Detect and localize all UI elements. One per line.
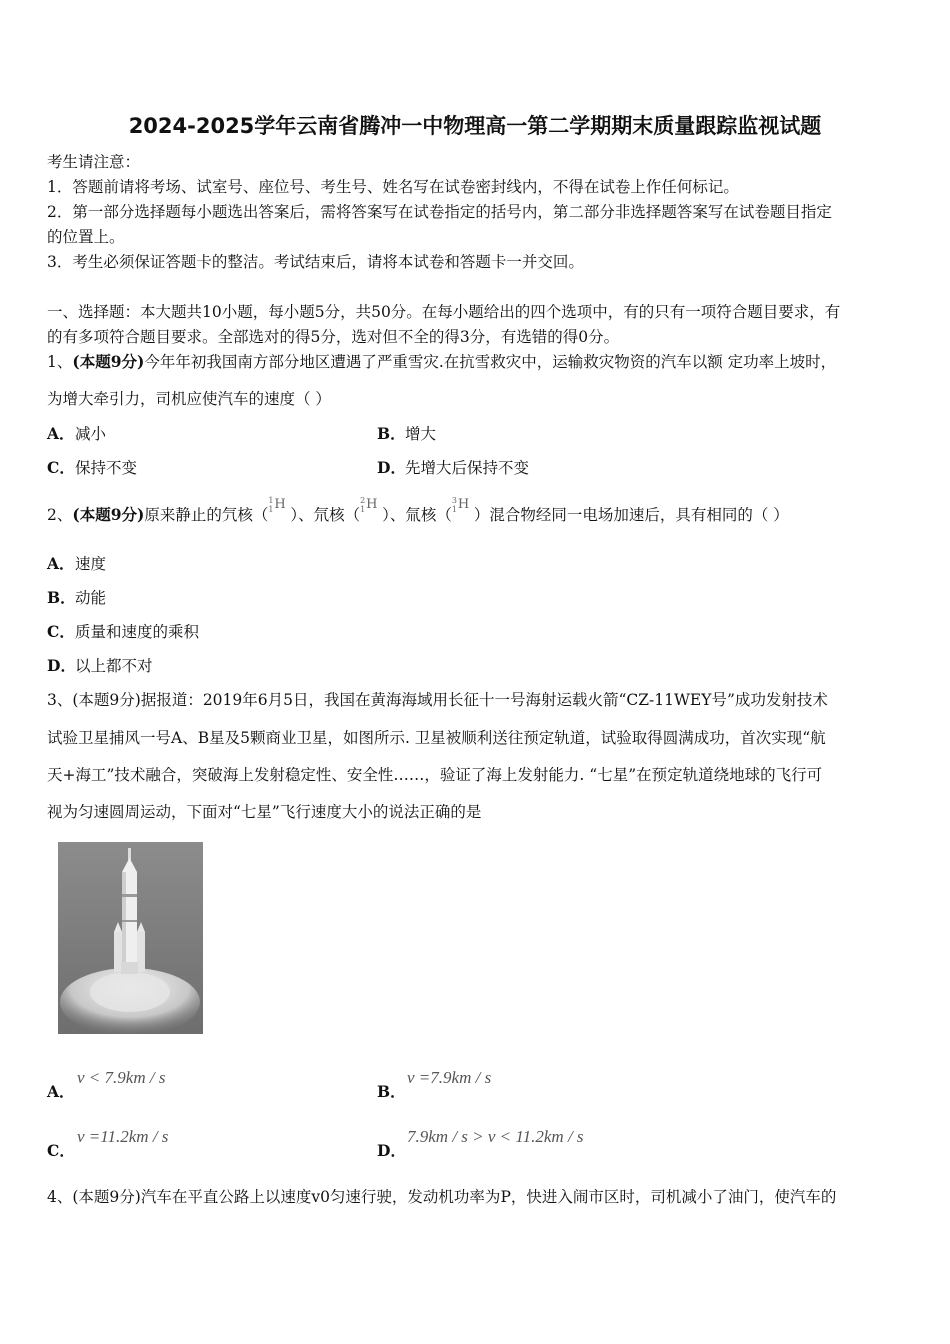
question-3-stem: 视为匀速圆周运动，下面对“七星”飞行速度大小的说法正确的是 [47, 803, 482, 821]
option-a: A．减小 [47, 424, 107, 443]
question-1-stem: 为增大牵引力，司机应使汽车的速度（ ） [47, 390, 331, 408]
page-title: 2024-2025学年云南省腾冲一中物理高一第二学期期末质量跟踪监视试题 [128, 114, 822, 138]
protium-nuclide: 1 1 H [268, 496, 286, 514]
option-a: A． [47, 1082, 75, 1101]
option-b: B．动能 [47, 588, 107, 607]
option-d: D．以上都不对 [47, 656, 153, 675]
section-instructions: 一、选择题：本大题共10小题，每小题5分，共50分。在每小题给出的四个选项中，有的只有一项符合题目要求，有 [47, 303, 841, 321]
option-a-formula: v < 7.9km / s [77, 1068, 166, 1087]
question-1-stem [47, 352, 836, 372]
notice-item: 2．第一部分选择题每小题选出答案后，需将答案写在试卷指定的括号内，第二部分非选择题答案写在试卷题目指定 [47, 203, 832, 221]
option-b: B． [377, 1082, 406, 1101]
notice-item: 的位置上。 [47, 228, 125, 246]
option-c: C． [47, 1141, 75, 1160]
option-c: C．保持不变 [47, 458, 138, 477]
question-text: 今年年初我国南方部分地区遭遇了严重雪灾.在抗雪救灾中，运输救灾物资的汽车以额 定功率上坡时， [144, 353, 837, 371]
option-c-formula: v =11.2km / s [77, 1127, 169, 1146]
rocket-launch-photo [58, 842, 203, 1034]
option-d: D． [377, 1141, 406, 1160]
notice-item: 3．考生必须保证答题卡的整洁。考试结束后，请将本试卷和答题卡一并交回。 [47, 253, 584, 271]
question-4-stem: 4、(本题9分)汽车在平直公路上以速度v0匀速行驶，发动机功率为P，快进入闹市区时，司机减小了油门，使汽车的 [47, 1188, 837, 1206]
tritium-nuclide: 3 1 H [451, 496, 470, 514]
notice-heading: 考生请注意： [47, 153, 141, 171]
option-d-formula: 7.9km / s > v < 11.2km / s [407, 1127, 584, 1146]
option-c: C．质量和速度的乘积 [47, 622, 200, 641]
question-2-stem: 2、(本题9分)原来静止的氕核（ 1 1 H ）、氘核（ 2 1 H ）、氚核（ 3 1 H ）混合物经同一电场加速后，具有相同的（ ） [47, 496, 789, 524]
option-b-formula: v =7.9km / s [407, 1068, 492, 1087]
section-instructions: 的有多项符合题目要求。全部选对的得5分，选对但不全的得3分，有选错的得0分。 [47, 328, 620, 346]
question-3-stem: 天+海工”技术融合，突破海上发射稳定性、安全性……，验证了海上发射能力. “七星”在预定轨道绕地球的飞行可 [47, 766, 823, 784]
question-3-stem: 试验卫星捕风一号A、B星及5颗商业卫星，如图所示. 卫星被顺利送往预定轨道，试验取得圆满成功，首次实现“航 [47, 729, 826, 747]
question-number: 1、 [47, 353, 73, 371]
option-b: B．增大 [377, 424, 437, 443]
question-score-tag: (本题9分) [72, 352, 145, 371]
notice-item: 1．答题前请将考场、试室号、座位号、考生号、姓名写在试卷密封线内，不得在试卷上作任何标记。 [47, 178, 739, 196]
question-3-stem: 3、(本题9分)据报道：2019年6月5日，我国在黄海海域用长征十一号海射运载火箭“CZ-11WEY号”成功发射技术 [47, 691, 828, 709]
option-a: A．速度 [47, 554, 107, 573]
question-score-tag: (本题9分) [72, 505, 145, 524]
deuterium-nuclide: 2 1 H [360, 496, 378, 514]
option-d: D．先增大后保持不变 [377, 458, 530, 477]
